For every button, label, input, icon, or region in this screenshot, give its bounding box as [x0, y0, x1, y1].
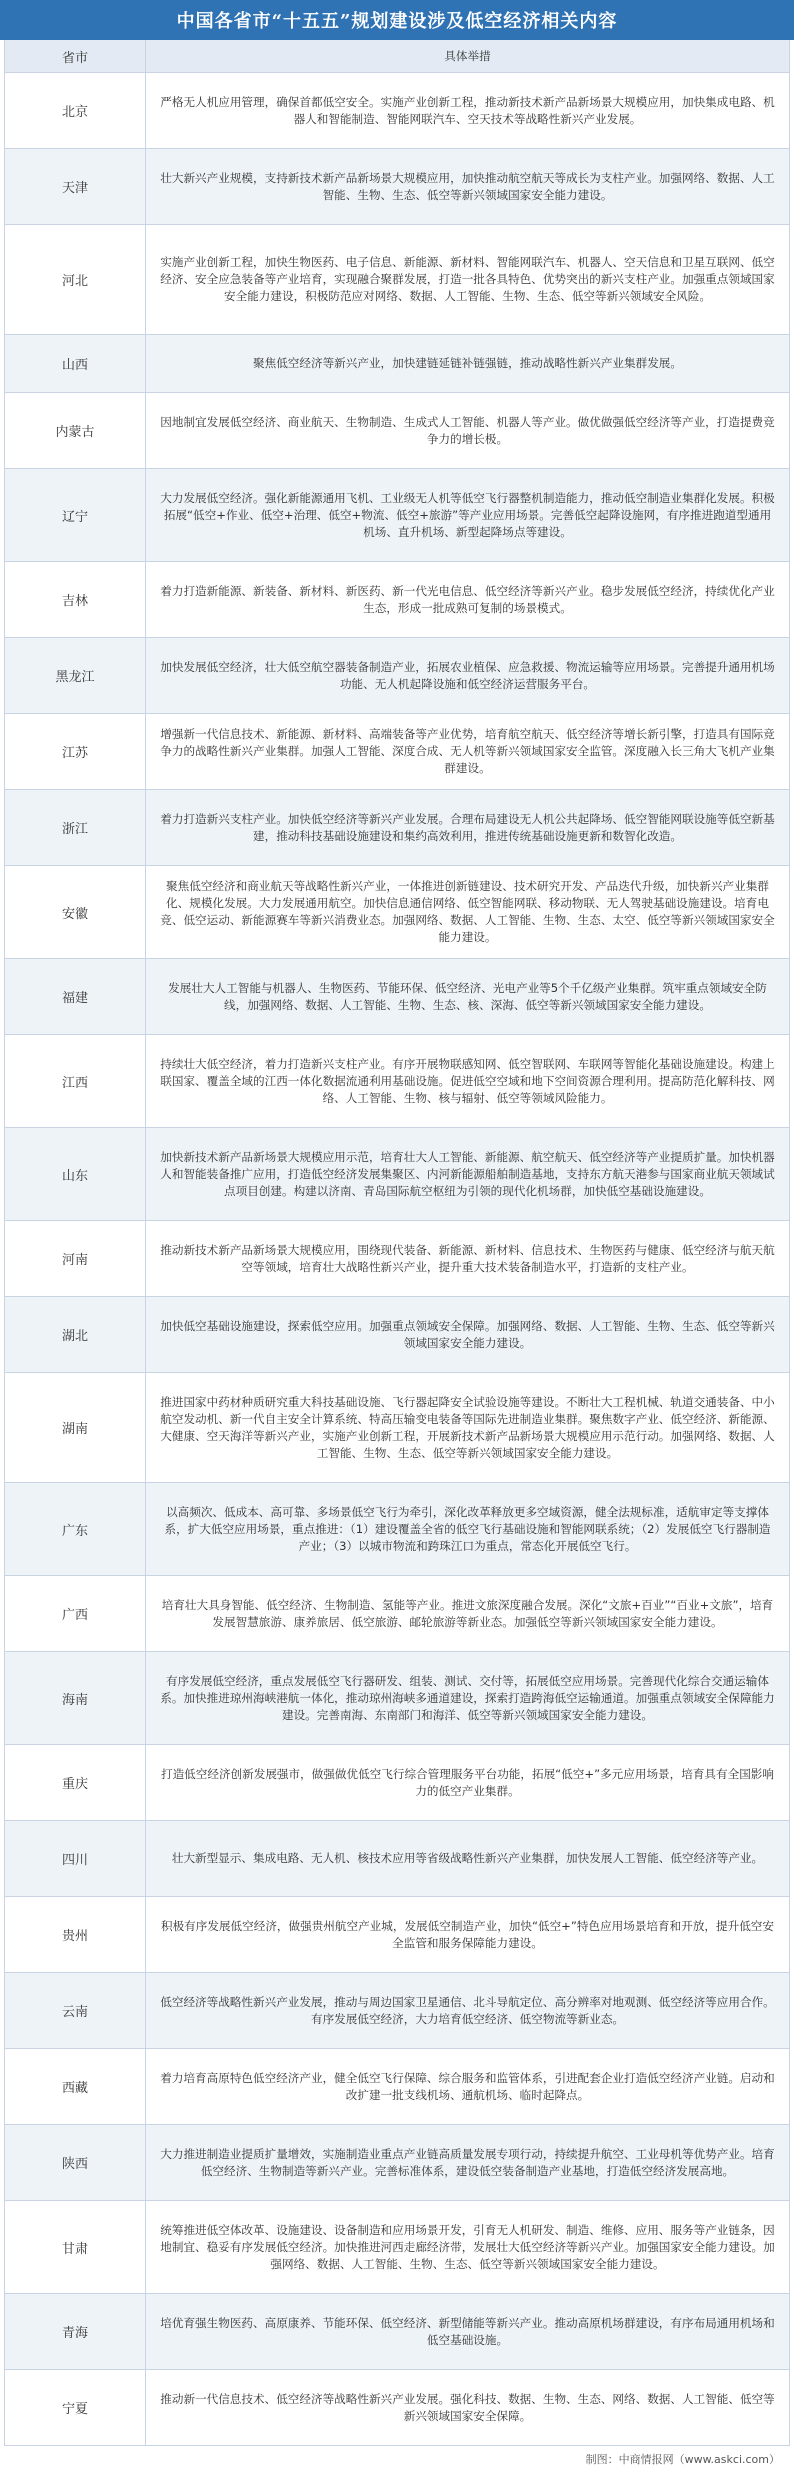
province-cell: 黑龙江	[5, 638, 146, 713]
table-row	[5, 866, 789, 959]
measures-text: 聚焦低空经济和商业航天等战略性新兴产业，一体推进创新链建设、技术研究开发、产品迭代升级，加快新兴产业集群化、规模化发展。大力发展通用航空。加快信息通信网络、低空智能网联、移动物联、无人驾驶基础设施建设。培育电竞、低空运动、新能源赛车等新兴消费业态。加强网络、数据、人工智能、生物、生态、太空、低空等新兴领域国家安全能力建设。	[160, 879, 775, 944]
province-cell: 吉林	[5, 562, 146, 637]
measures-cell	[146, 562, 789, 637]
measures-text: 打造低空经济创新发展强市，做强做优低空飞行综合管理服务平台功能，拓展“低空+”多元应用场景，培育具有全国影响力的低空产业集群。	[160, 1766, 774, 1798]
measures-cell	[146, 469, 789, 561]
province-cell: 江苏	[5, 714, 146, 789]
province-cell: 山东	[5, 1128, 146, 1220]
table-row	[5, 1973, 789, 2049]
measures-text: 聚焦低空经济等新兴产业，加快建链延链补链强链，推动战略性新兴产业集群发展。	[253, 356, 682, 370]
province-cell: 重庆	[5, 1745, 146, 1820]
measures-cell	[146, 2201, 789, 2293]
measures-cell	[146, 1652, 789, 1744]
table-row	[5, 225, 789, 335]
measures-cell	[146, 73, 789, 148]
measures-text: 着力打造新兴支柱产业。加快低空经济等新兴产业发展。合理布局建设无人机公共起降场、低空智能网联设施等低空新基建，推动科技基础设施建设和集约高效利用，推进传统基础设施更新和数智化改造。	[160, 811, 775, 843]
measures-cell	[146, 790, 789, 865]
table-row	[5, 1652, 789, 1745]
table-row	[5, 1745, 789, 1821]
province-cell: 云南	[5, 1973, 146, 2048]
measures-cell	[146, 335, 789, 392]
measures-cell	[146, 1745, 789, 1820]
province-cell: 广东	[5, 1483, 146, 1575]
measures-text: 积极有序发展低空经济，做强贵州航空产业城，发展低空制造产业，加快“低空+”特色应用场景培育和开放，提升低空安全监管和服务保障能力建设。	[160, 1918, 774, 1950]
measures-cell	[146, 1297, 789, 1372]
measures-cell	[146, 959, 789, 1034]
measures-text: 壮大新型显示、集成电路、无人机、核技术应用等省级战略性新兴产业集群，加快发展人工智能、低空经济等产业。	[171, 1851, 764, 1865]
table-row	[5, 73, 789, 149]
measures-text: 培优育强生物医药、高原康养、节能环保、低空经济、新型储能等新兴产业。推动高原机场群建设，有序布局通用机场和低空基础设施。	[160, 2315, 775, 2347]
measures-text: 低空经济等战略性新兴产业发展，推动与周边国家卫星通信、北斗导航定位、高分辨率对地观测、低空经济等应用合作。有序发展低空经济，大力培育低空经济、低空物流等新业态。	[160, 1994, 775, 2026]
measures-text: 大力推进制造业提质扩量增效，实施制造业重点产业链高质量发展专项行动，持续提升航空、工业母机等优势产业。培育低空经济、生物制造等新兴产业。完善标准体系，建设低空装备制造产业基地，打造低空经济发展高地。	[160, 2146, 775, 2178]
measures-cell	[146, 225, 789, 334]
table-row	[5, 638, 789, 714]
measures-text: 加快低空基础设施建设，探索低空应用。加强重点领域安全保障。加强网络、数据、人工智能、生物、生态、低空等新兴领域国家安全能力建设。	[160, 1318, 775, 1350]
province-cell: 天津	[5, 149, 146, 224]
measures-text: 推动新技术新产品新场景大规模应用，围绕现代装备、新能源、新材料、信息技术、生物医药与健康、低空经济与航天航空等领域，培育壮大战略性新兴产业，提升重大技术装备制造水平，打造新的支柱产业。	[160, 1242, 775, 1274]
measures-cell	[146, 866, 789, 958]
measures-text: 培育壮大具身智能、低空经济、生物制造、氢能等产业。推进文旅深度融合发展。深化“文旅+百业”“百业+文旅”，培育发展智慧旅游、康养旅居、低空旅游、邮轮旅游等新业态。加强低空等新兴领域国家安全能力建设。	[161, 1597, 774, 1629]
province-cell: 湖南	[5, 1373, 146, 1482]
measures-text: 以高频次、低成本、高可靠、多场景低空飞行为牵引，深化改革释放更多空域资源，健全法规标准，适航审定等支撑体系，扩大低空应用场景，重点推进：（1）建设覆盖全省的低空飞行基础设施和智能网联系统；（2）发展低空飞行器制造产业；（3）以城市物流和跨珠江口为重点，常态化开展低空飞行。	[164, 1504, 771, 1553]
table-row	[5, 1297, 789, 1373]
province-cell: 湖北	[5, 1297, 146, 1372]
province-cell: 安徽	[5, 866, 146, 958]
province-cell: 贵州	[5, 1897, 146, 1972]
measures-text: 推进国家中药材种质研究重大科技基础设施、飞行器起降安全试验设施等建设。不断壮大工程机械、轨道交通装备、中小航空发动机、新一代自主安全计算系统、特高压输变电装备等国际先进制造业集群。聚焦数字产业、低空经济、新能源、大健康、空天海洋等新兴产业，实施产业创新工程，开展新技术新产品新场景大规模应用示范行动。加强网络、数据、人工智能、生物、生态、低空等新兴领域国家安全能力建设。	[160, 1394, 775, 1460]
measures-text: 加快发展低空经济，壮大低空航空器装备制造产业，拓展农业植保、应急救援、物流运输等应用场景。完善提升通用机场功能、无人机起降设施和低空经济运营服务平台。	[160, 659, 775, 691]
measures-text: 着力培育高原特色低空经济产业，健全低空飞行保障、综合服务和监管体系，引进配套企业打造低空经济产业链。启动和改扩建一批支线机场、通航机场、临时起降点。	[160, 2070, 775, 2102]
province-cell: 浙江	[5, 790, 146, 865]
table-row	[5, 469, 789, 562]
province-cell: 河南	[5, 1221, 146, 1296]
measures-text: 壮大新兴产业规模，支持新技术新产品新场景大规模应用，加快推动航空航天等成长为支柱产业。加强网络、数据、人工智能、生物、生态、低空等新兴领域国家安全能力建设。	[160, 170, 775, 202]
table-row	[5, 393, 789, 469]
measures-text: 有序发展低空经济，重点发展低空飞行器研发、组装、测试、交付等，拓展低空应用场景。完善现代化综合交通运输体系。加快推进琼州海峡港航一体化，推动琼州海峡多通道建设，探索打造跨海低空运输通道。加强重点领域安全保障能力建设。完善南海、东南部门和海洋、低空等新兴领域国家安全能力建设。	[160, 1673, 775, 1722]
measures-text: 推动新一代信息技术、低空经济等战略性新兴产业发展。强化科技、数据、生物、生态、网络、数据、人工智能、低空等新兴领域国家安全保障。	[160, 2391, 775, 2423]
table-row	[5, 2370, 789, 2446]
measures-cell	[146, 2049, 789, 2124]
measures-cell	[146, 638, 789, 713]
measures-text: 持续壮大低空经济，着力打造新兴支柱产业。有序开展物联感知网、低空智联网、车联网等智能化基础设施建设。构建上联国家、覆盖全域的江西一体化数据流通利用基础设施。促进低空空域和地下空间资源合理利用。提高防范化解科技、网络、人工智能、生物、核与辐射、低空等领域风险能力。	[160, 1056, 775, 1105]
measures-text: 实施产业创新工程，加快生物医药、电子信息、新能源、新材料、智能网联汽车、机器人、空天信息和卫星互联网、低空经济、安全应急装备等产业培育，实现融合聚群发展，打造一批各具特色、优势突出的新兴支柱产业。加强重点领域国家安全能力建设，积极防范应对网络、数据、人工智能、生物、生态、低空等新兴领域安全风险。	[160, 255, 775, 303]
table-row	[5, 2201, 789, 2294]
measures-cell	[146, 1483, 789, 1575]
measures-cell	[146, 1576, 789, 1651]
measures-text: 大力发展低空经济。强化新能源通用飞机、工业级无人机等低空飞行器整机制造能力，推动低空制造业集群化发展。积极拓展“低空+作业、低空+治理、低空+物流、低空+旅游”等产业应用场景。完善低空起降设施网，有序推进跑道型通用机场、直升机场、新型起降场点等建设。	[160, 490, 775, 539]
measures-cell	[146, 1973, 789, 2048]
table-row	[5, 149, 789, 225]
measures-text: 增强新一代信息技术、新能源、新材料、高端装备等产业优势，培育航空航天、低空经济等增长新引擎，打造具有国际竞争力的战略性新兴产业集群。加强人工智能、深度合成、无人机等新兴领域国家安全监管。深度融入长三角大飞机产业集群建设。	[160, 727, 775, 775]
measures-cell	[146, 714, 789, 789]
measures-cell	[146, 2125, 789, 2200]
table-row	[5, 2049, 789, 2125]
province-cell: 辽宁	[5, 469, 146, 561]
table-row	[5, 335, 789, 393]
table-row	[5, 1221, 789, 1297]
table-row	[5, 1483, 789, 1576]
measures-text: 因地制宜发展低空经济、商业航天、生物制造、生成式人工智能、机器人等产业。做优做强低空经济等产业，打造提费竞争力的增长极。	[160, 414, 775, 446]
province-cell: 福建	[5, 959, 146, 1034]
table-row	[5, 2125, 789, 2201]
table-row	[5, 1128, 789, 1221]
province-cell: 广西	[5, 1576, 146, 1651]
province-cell: 宁夏	[5, 2370, 146, 2445]
province-cell: 四川	[5, 1821, 146, 1896]
province-cell: 海南	[5, 1652, 146, 1744]
page-title: 中国各省市“十五五”规划建设涉及低空经济相关内容	[0, 0, 794, 40]
province-cell: 河北	[5, 225, 146, 334]
measures-text: 着力打造新能源、新装备、新材料、新医药、新一代光电信息、低空经济等新兴产业。稳步发展低空经济，持续优化产业生态，形成一批成熟可复制的场景模式。	[160, 583, 775, 615]
measures-cell	[146, 2370, 789, 2445]
table-row	[5, 959, 789, 1035]
policy-table	[4, 40, 790, 2446]
province-cell: 西藏	[5, 2049, 146, 2124]
measures-text: 加快新技术新产品新场景大规模应用示范，培育壮大人工智能、新能源、航空航天、低空经济等产业提质扩量。加快机器人和智能装备推广应用，打造低空经济发展集聚区、内河新能源船舶制造基地，支持东方航天港参与国家商业航天领域试点项目创建。构建以济南、青岛国际航空枢纽为引领的现代化机场群，加快低空基础设施建设。	[160, 1149, 775, 1198]
province-cell: 甘肃	[5, 2201, 146, 2293]
table-row	[5, 1576, 789, 1652]
table-row	[5, 562, 789, 638]
province-cell: 青海	[5, 2294, 146, 2369]
measures-cell	[146, 2294, 789, 2369]
measures-cell	[146, 1035, 789, 1127]
table-row	[5, 1821, 789, 1897]
measures-cell	[146, 393, 789, 468]
measures-cell	[146, 1897, 789, 1972]
measures-cell	[146, 1128, 789, 1220]
table-row	[5, 2294, 789, 2370]
measures-cell	[146, 149, 789, 224]
province-cell: 北京	[5, 73, 146, 148]
measures-cell	[146, 1821, 789, 1896]
province-cell: 江西	[5, 1035, 146, 1127]
table-header	[5, 40, 789, 73]
table-body	[5, 73, 789, 2446]
header-province: 省市	[5, 40, 146, 72]
measures-text: 发展壮大人工智能与机器人、生物医药、节能环保、低空经济、光电产业等5个千亿级产业集群。筑牢重点领域安全防线，加强网络、数据、人工智能、生物、生态、核、深海、低空等新兴领域国家安全能力建设。	[168, 980, 767, 1012]
source-footer: 制图：中商情报网（www.askci.com）	[585, 2453, 780, 2466]
measures-text: 统筹推进低空体改革、设施建设、设备制造和应用场景开发，引育无人机研发、制造、维修、应用、服务等产业链条，因地制宜、稳妥有序发展低空经济。加快推进河西走廊经济带，发展壮大低空经济等新兴产业。加强国家安全能力建设。加强网络、数据、人工智能、生物、生态、低空等新兴领域国家安全能力建设。	[160, 2222, 775, 2271]
province-cell: 山西	[5, 335, 146, 392]
table-row	[5, 790, 789, 866]
province-cell: 内蒙古	[5, 393, 146, 468]
measures-cell	[146, 1221, 789, 1296]
header-measures: 具体举措	[444, 48, 491, 63]
measures-text: 严格无人机应用管理，确保首都低空安全。实施产业创新工程，推动新技术新产品新场景大规模应用，加快集成电路、机器人和智能制造、智能网联汽车、空天技术等战略性新兴产业发展。	[160, 94, 775, 126]
table-row	[5, 1897, 789, 1973]
province-cell: 陕西	[5, 2125, 146, 2200]
measures-cell	[146, 1373, 789, 1482]
table-row	[5, 1035, 789, 1128]
table-row	[5, 714, 789, 790]
table-row	[5, 1373, 789, 1483]
